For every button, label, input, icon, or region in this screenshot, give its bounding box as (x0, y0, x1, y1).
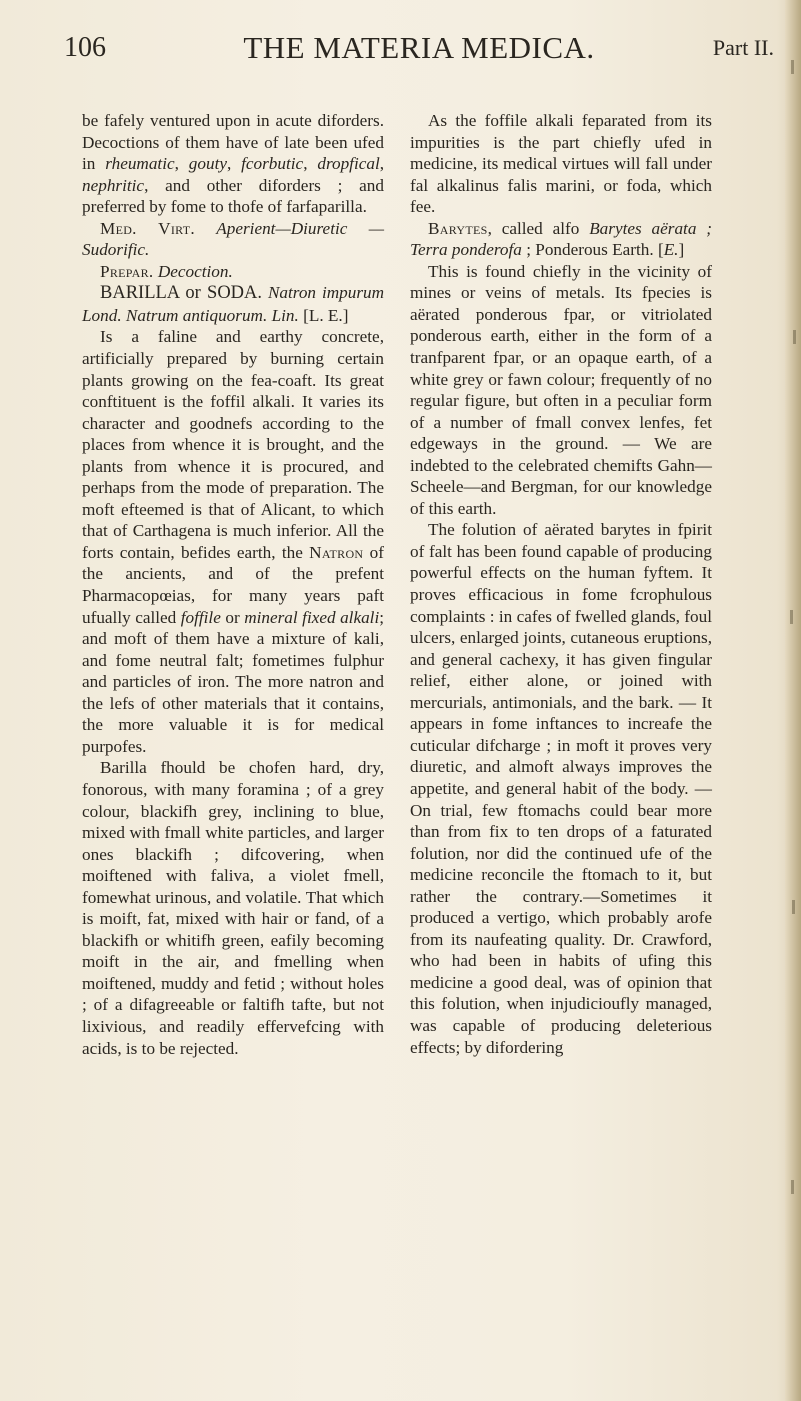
text-run: ; Ponderous Earth. [ (521, 240, 664, 260)
text-run: , (379, 154, 385, 174)
small-caps-term: Natron (309, 542, 364, 562)
text-run: , (226, 154, 242, 174)
paragraph-barilla-choice (82, 757, 384, 1059)
running-title: THE MATERIA MEDICA. (243, 30, 595, 65)
paragraph-med-virt (82, 218, 384, 261)
small-caps-term: Med. Virt. (100, 218, 195, 238)
text-run: , called alfo (487, 218, 590, 238)
paragraph-barytes-title (410, 218, 712, 261)
edge-mark (791, 1180, 794, 1194)
text-run (195, 219, 216, 238)
paragraph-barilla-title (82, 282, 384, 326)
paragraph-fossil-alkali (410, 110, 712, 218)
italic-term: foffile (180, 607, 221, 627)
text-run: As the foffile alkali feparated from its impurities is the part chiefly ufed in medicine, its medical virtues will fall under fal alkalinus falis marini, or foda, which fee. (410, 111, 712, 217)
text-run: , and other diforders ; and preferred by fome to thofe of farfaparilla. (82, 175, 384, 217)
italic-term: E. (663, 240, 679, 260)
italic-term: fcorbutic (241, 154, 304, 174)
small-caps-term: Prepar. (100, 261, 154, 281)
text-run: , (174, 154, 189, 174)
italic-term: Decoction. (157, 261, 233, 281)
left-column (82, 110, 384, 1059)
text-run: The folution of aërated barytes in fpirit of falt has been found capable of producing powerful effects on the human fyftem. It proves efficacious in fome fcrophulous complaints : in cafes of fwelled glands, foul ulcers, enlarged joints, cutaneous eruptions, and general cachexy, it has given fingular relief, either alone, or joined with mercurials, antimonials, and the bark. — It appears in fome inftances to increafe the cuticular difcharge ; in moft it proves very diuretic, and almoft always improves the appetite, and general habit of the body. — On trial, few ftomachs could bear more than from fix to ten drops of a faturated folution, nor did the continued ufe of the medicine reconcile the ftomach to it, but rather the contrary.—Sometimes it produced a vertigo, which probably arofe from its naufeating quality. Dr. Crawford, who had been in habits of ufing this medicine a good deal, was of opinion that this folution, when injudicioufly managed, was capable of producing deleterious effects; by difordering (410, 520, 712, 1057)
small-caps-term: Barytes (428, 218, 488, 238)
text-run: ; and moft of them have a mixture of kali, and fome neutral falt; fometimes fulphur and particles of iron. The more natron and the lefs of other materials that it contains, the more valuable it is for medical purpofes. (82, 607, 384, 756)
text-run: Is a faline and earthy concrete, artificially prepared by burning certain plants growing on the fea-coaft. Its great conftituent is the foffil alkali. It varies its character and goodnefs according to the places from whence it is brought, and the plants from whence it is procured, and perhaps from the mode of preparation. The moft efteemed is that of Alicant, to which that of Carthagena is much inferior. All the forts contain, befides earth, the (82, 327, 384, 562)
paragraph-prepar (82, 261, 384, 283)
text-run: BARILLA or SODA. (100, 283, 263, 304)
italic-term: dropfical (317, 154, 380, 174)
text-run: or (220, 607, 245, 627)
edge-mark (790, 610, 793, 624)
text-run: ] (678, 240, 685, 260)
page-header (64, 20, 774, 70)
italic-term: Natron impurum Lond. Natrum antiquorum. Lin. (82, 283, 385, 325)
paragraph-intro (82, 110, 384, 218)
part-label: Part II. (712, 35, 774, 60)
edge-mark (793, 330, 796, 344)
edge-mark (792, 900, 795, 914)
page-edge-shadow (785, 0, 801, 1401)
text-run: Barilla fhould be chofen hard, dry, fonorous, with many foramina ; of a grey colour, blackifh grey, inclining to blue, mixed with fmall white particles, and larger ones blackifh ; difcovering, when moiftened with faliva, a violet fmell, fomewhat urinous, and volatile. That which is moift, fat, mixed with hair or fand, of a blackifh or whitifh green, eafily becoming moift in the air, and fmelling when moiftened, muddy and fetid ; without holes ; of a difagreeable or faltifh tafte, but not lixivious, and readily effervefcing with acids, is to be rejected. (82, 758, 384, 1058)
paragraph-barytes-body (410, 261, 712, 520)
italic-term: nephritic (82, 175, 145, 195)
italic-term: rheumatic (105, 154, 175, 174)
italic-term: Barytes aërata ; Terra ponderofa (410, 218, 712, 260)
text-run: This is found chiefly in the vicinity of mines or veins of metals. Its fpecies is aërated ponderous fpar, or vitriolated ponderous earth, either in the form of a tranfparent fpar, or an opaque earth, of a white grey or fawn colour; frequently of no regular figure, but often in a peculiar form of a number of fmall convex lenfes, fet edgeways in the ground. — We are indebted to the celebrated chemifts Gahn—Scheele—and Bergman, for our knowledge of this earth. (410, 261, 712, 518)
italic-term: gouty (188, 154, 227, 174)
text-run: , (303, 154, 318, 174)
edge-mark (791, 60, 794, 74)
italic-term: mineral fixed alkali (244, 607, 380, 627)
right-column (410, 110, 712, 1058)
text-run: [L. E.] (298, 305, 349, 325)
paragraph-barytes-solution (410, 519, 712, 1058)
text-run: be fafely ventured upon in acute diforders. Decoctions of them have of late been ufed in (82, 111, 384, 174)
italic-term: Aperient—Diuretic —Sudorific. (82, 218, 384, 260)
paragraph-barilla-body (82, 326, 384, 757)
text-run: of the ancients, and of the prefent Pharmacopœias, for many years paft ufually called (82, 542, 384, 627)
page-number: 106 (64, 32, 106, 63)
